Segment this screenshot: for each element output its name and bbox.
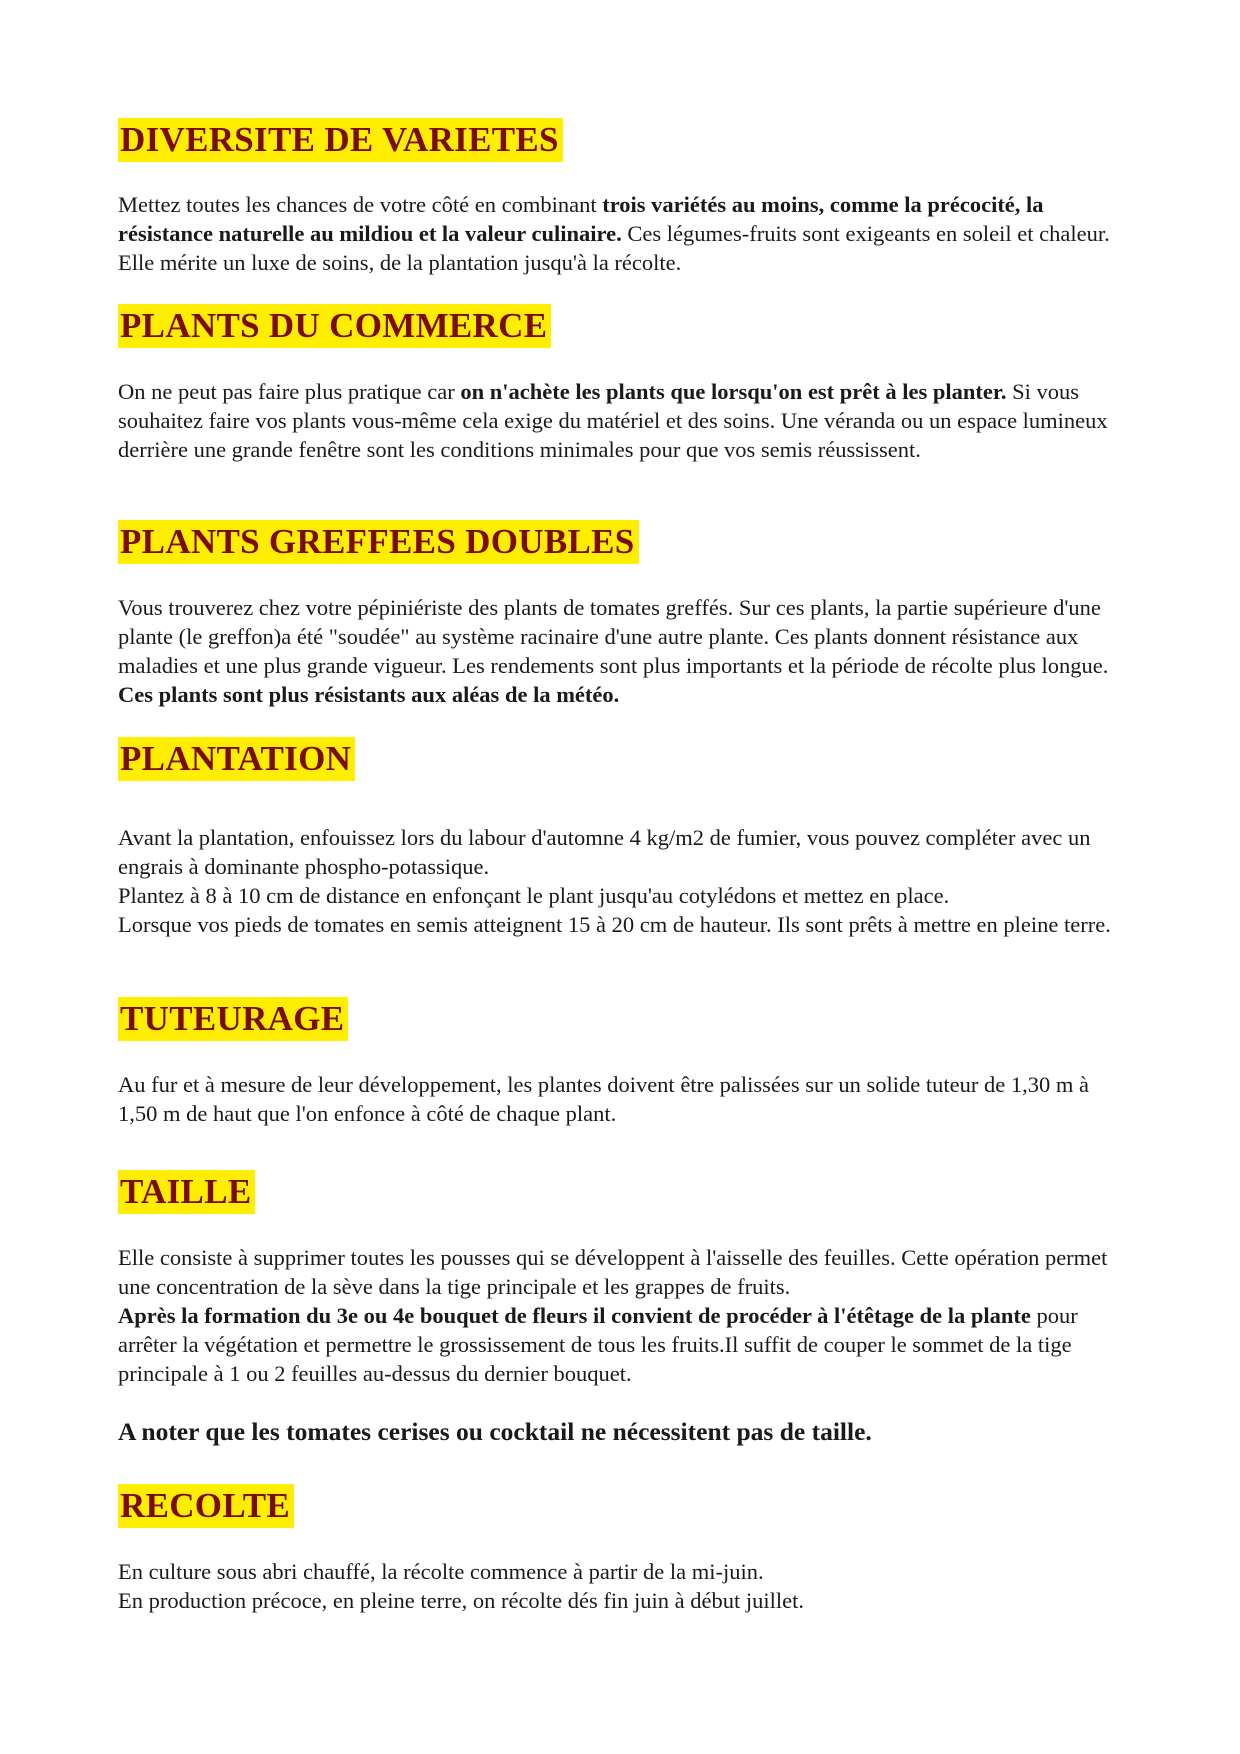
section-paragraph: Lorsque vos pieds de tomates en semis atteignent 15 à 20 cm de hauteur. Ils sont prêts à mettre en pleine terre.: [118, 912, 1111, 937]
section-heading: TAILLE: [118, 1170, 255, 1214]
paragraph-bold-text: trois variétés au moins, comme la précocité, la résistance naturelle au mildiou et la valeur culinaire.: [118, 192, 1044, 246]
section-heading: PLANTS DU COMMERCE: [118, 304, 551, 348]
paragraph-bold-text: Après la formation du 3e ou 4e bouquet de fleurs il convient de procéder à l'étêtage de la plante: [118, 1303, 1031, 1328]
section-heading: PLANTS GREFFEES DOUBLES: [118, 520, 639, 564]
paragraph-text: Ces légumes-fruits sont exigeants en soleil et chaleur. Elle mérite un luxe de soins, de la plantation jusqu'à la récolte.: [118, 221, 1110, 275]
section-paragraph: Avant la plantation, enfouissez lors du labour d'automne 4 kg/m2 de fumier, vous pouvez compléter avec un engrais à dominante phospho-potassique.: [118, 825, 1091, 879]
section-paragraph: [118, 377, 1128, 464]
paragraph-bold-text: Ces plants sont plus résistants aux aléas de la météo.: [118, 682, 620, 707]
paragraph-text: Mettez toutes les chances de votre côté en combinant: [118, 192, 603, 217]
paragraph-bold-text: on n'achète les plants que lorsqu'on est prêt à les planter.: [460, 379, 1007, 404]
section-heading: DIVERSITE DE VARIETES: [118, 118, 563, 162]
section-paragraph: Au fur et à mesure de leur développement, les plantes doivent être palissées sur un solide tuteur de 1,30 m à 1,50 m de haut que l'on enfonce à côté de chaque plant.: [118, 1072, 1089, 1126]
section-heading: RECOLTE: [118, 1484, 294, 1528]
paragraph-text: On ne peut pas faire plus pratique car: [118, 379, 461, 404]
section-paragraph: [118, 1301, 1128, 1388]
section-note: A noter que les tomates cerises ou cocktail ne nécessitent pas de taille.: [118, 1417, 872, 1446]
section-paragraph: [118, 593, 1128, 709]
section-heading: PLANTATION: [118, 737, 355, 781]
paragraph-text: Vous trouverez chez votre pépiniériste des plants de tomates greffés. Sur ces plants, la partie supérieure d'une plante (le greffon)a été "soudée" au système racinaire d'une autre plante. Ces plants donnent résistance aux maladies et une plus grande vigueur. Les rendements sont plus importants et la période de récolte plus longue.: [118, 595, 1109, 678]
section-paragraph: En culture sous abri chauffé, la récolte commence à partir de la mi-juin.: [118, 1559, 764, 1584]
section-paragraph: [118, 190, 1128, 277]
paragraph-text: pour arrêter la végétation et permettre le grossissement de tous les fruits.Il suffit de couper le sommet de la tige principale à 1 ou 2 feuilles au-dessus du dernier bouquet.: [118, 1303, 1078, 1386]
paragraph-text: Si vous souhaitez faire vos plants vous-même cela exige du matériel et des soins. Une véranda ou un espace lumineux derrière une grande fenêtre sont les conditions minimales pour que vos semis réussissent.: [118, 379, 1108, 462]
section-paragraph: En production précoce, en pleine terre, on récolte dés fin juin à début juillet.: [118, 1588, 804, 1613]
section-heading: TUTEURAGE: [118, 997, 348, 1041]
section-paragraph: Elle consiste à supprimer toutes les pousses qui se développent à l'aisselle des feuilles. Cette opération permet une concentration de la sève dans la tige principale et les grappes de fruits.: [118, 1245, 1108, 1299]
section-paragraph: Plantez à 8 à 10 cm de distance en enfonçant le plant jusqu'au cotylédons et mettez en place.: [118, 883, 950, 908]
